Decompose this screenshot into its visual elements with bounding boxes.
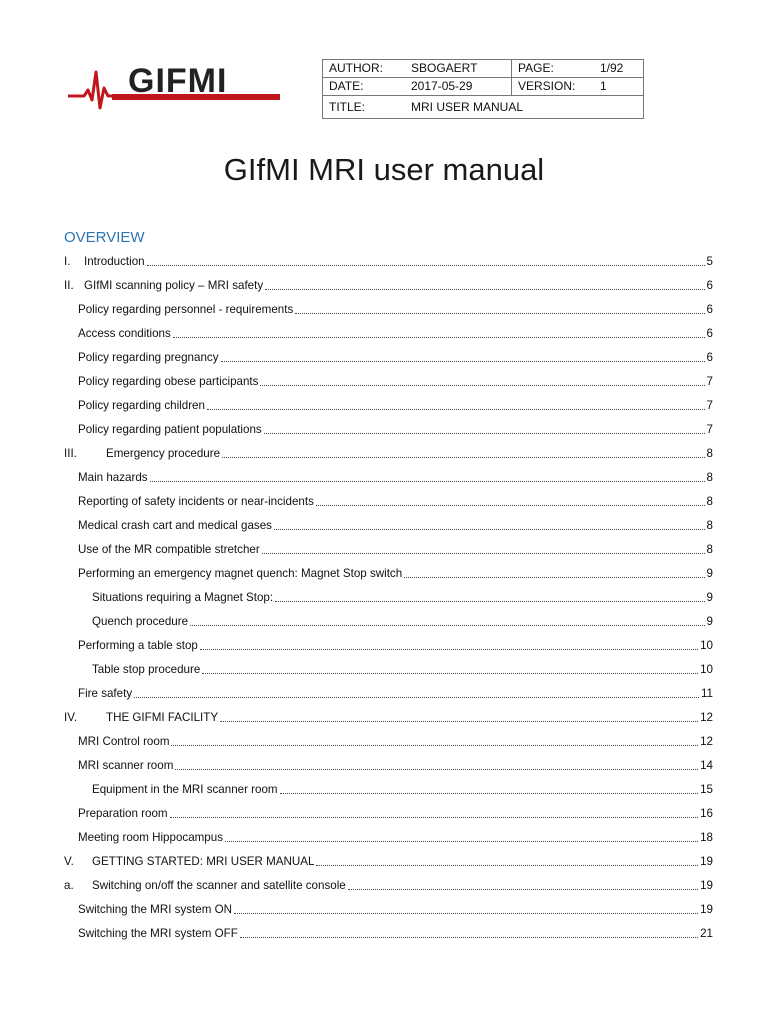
toc-entry-title: Introduction bbox=[84, 254, 145, 268]
toc-entry[interactable] bbox=[64, 273, 713, 297]
toc-entry[interactable] bbox=[64, 321, 713, 345]
toc-entry-page: 8 bbox=[706, 518, 713, 532]
toc-dot-leader bbox=[222, 456, 704, 458]
toc-entry[interactable] bbox=[64, 369, 713, 393]
toc-entry-page: 6 bbox=[706, 302, 713, 316]
toc-entry-page: 14 bbox=[700, 758, 713, 772]
toc-entry-page: 8 bbox=[706, 494, 713, 508]
toc-entry-page: 12 bbox=[700, 710, 713, 724]
toc-entry-page: 15 bbox=[700, 782, 713, 796]
toc-entry-title: GETTING STARTED: MRI USER MANUAL bbox=[92, 854, 315, 868]
toc-dot-leader bbox=[274, 528, 705, 530]
toc-dot-leader bbox=[202, 672, 698, 674]
toc-entry-title: Quench procedure bbox=[92, 614, 189, 628]
toc-entry-title: Policy regarding obese participants bbox=[78, 374, 259, 388]
toc-entry-page: 10 bbox=[700, 662, 713, 676]
toc-dot-leader bbox=[225, 840, 698, 842]
toc-entry-page: 8 bbox=[706, 542, 713, 556]
toc-entry-page: 10 bbox=[700, 638, 713, 652]
toc-entry[interactable] bbox=[64, 417, 713, 441]
toc-entry-page: 19 bbox=[700, 854, 713, 868]
table-of-contents bbox=[64, 249, 713, 945]
toc-entry-title: Fire safety bbox=[78, 686, 133, 700]
toc-entry-page: 7 bbox=[706, 374, 713, 388]
toc-dot-leader bbox=[175, 768, 698, 770]
toc-entry-page: 19 bbox=[700, 878, 713, 892]
toc-entry[interactable] bbox=[64, 585, 713, 609]
toc-entry-page: 7 bbox=[706, 422, 713, 436]
toc-entry-number: III. bbox=[64, 446, 77, 460]
toc-entry-number: I. bbox=[64, 254, 71, 268]
toc-entry-title: MRI Control room bbox=[78, 734, 170, 748]
toc-entry[interactable] bbox=[64, 873, 713, 897]
toc-entry-title: Emergency procedure bbox=[106, 446, 221, 460]
toc-dot-leader bbox=[262, 552, 705, 554]
page-label: PAGE: bbox=[512, 60, 595, 78]
version-label: VERSION: bbox=[512, 78, 595, 96]
toc-entry[interactable] bbox=[64, 561, 713, 585]
toc-dot-leader bbox=[221, 360, 705, 362]
toc-entry-title: Policy regarding patient populations bbox=[78, 422, 262, 436]
toc-entry-title: Reporting of safety incidents or near-incidents bbox=[78, 494, 314, 508]
toc-entry-title: Policy regarding pregnancy bbox=[78, 350, 219, 364]
toc-entry[interactable] bbox=[64, 897, 713, 921]
toc-entry[interactable] bbox=[64, 537, 713, 561]
author-label: AUTHOR: bbox=[323, 60, 406, 78]
toc-dot-leader bbox=[170, 816, 699, 818]
page-value: 1/92 bbox=[594, 60, 644, 78]
toc-entry-title: Use of the MR compatible stretcher bbox=[78, 542, 260, 556]
toc-dot-leader bbox=[207, 408, 705, 410]
toc-entry[interactable] bbox=[64, 825, 713, 849]
toc-entry[interactable] bbox=[64, 513, 713, 537]
toc-dot-leader bbox=[173, 336, 705, 338]
toc-entry-page: 8 bbox=[706, 470, 713, 484]
version-value: 1 bbox=[594, 78, 644, 96]
toc-entry[interactable] bbox=[64, 393, 713, 417]
toc-entry[interactable] bbox=[64, 921, 713, 945]
toc-entry[interactable] bbox=[64, 489, 713, 513]
toc-entry-page: 9 bbox=[706, 590, 713, 604]
toc-entry[interactable] bbox=[64, 345, 713, 369]
toc-dot-leader bbox=[260, 384, 704, 386]
toc-entry-page: 7 bbox=[706, 398, 713, 412]
toc-dot-leader bbox=[150, 480, 705, 482]
toc-dot-leader bbox=[134, 696, 699, 698]
title-value: MRI USER MANUAL bbox=[405, 96, 644, 119]
toc-entry-title: Access conditions bbox=[78, 326, 171, 340]
toc-dot-leader bbox=[348, 888, 698, 890]
toc-entry-title: Table stop procedure bbox=[92, 662, 201, 676]
toc-entry-title: Medical crash cart and medical gases bbox=[78, 518, 272, 532]
toc-entry-title: Equipment in the MRI scanner room bbox=[92, 782, 278, 796]
toc-entry-title: Main hazards bbox=[78, 470, 148, 484]
author-value: SBOGAERT bbox=[405, 60, 512, 78]
toc-dot-leader bbox=[200, 648, 698, 650]
toc-entry[interactable] bbox=[64, 465, 713, 489]
toc-dot-leader bbox=[234, 912, 698, 914]
toc-entry-title: Performing an emergency magnet quench: Magnet Stop switch bbox=[78, 566, 403, 580]
toc-entry[interactable] bbox=[64, 753, 713, 777]
toc-entry-title: Meeting room Hippocampus bbox=[78, 830, 223, 844]
toc-entry-number: V. bbox=[64, 854, 74, 868]
toc-entry-title: Switching the MRI system OFF bbox=[78, 926, 238, 940]
toc-dot-leader bbox=[295, 312, 704, 314]
toc-entry[interactable] bbox=[64, 705, 713, 729]
toc-entry[interactable] bbox=[64, 249, 713, 273]
toc-entry-page: 6 bbox=[706, 278, 713, 292]
toc-entry-title: Policy regarding personnel - requirements bbox=[78, 302, 294, 316]
toc-entry-title: Policy regarding children bbox=[78, 398, 205, 412]
toc-entry-page: 11 bbox=[700, 686, 713, 700]
date-label: DATE: bbox=[323, 78, 406, 96]
toc-entry-title: Performing a table stop bbox=[78, 638, 198, 652]
toc-dot-leader bbox=[220, 720, 698, 722]
toc-entry-page: 21 bbox=[700, 926, 713, 940]
toc-entry-page: 5 bbox=[706, 254, 713, 268]
toc-entry-title: Switching on/off the scanner and satellite console bbox=[92, 878, 346, 892]
toc-entry[interactable] bbox=[64, 609, 713, 633]
toc-entry-page: 19 bbox=[700, 902, 713, 916]
toc-dot-leader bbox=[275, 600, 704, 602]
logo-text: GIFMI bbox=[128, 62, 228, 100]
toc-entry-title: Preparation room bbox=[78, 806, 168, 820]
toc-entry-page: 16 bbox=[700, 806, 713, 820]
toc-entry-page: 12 bbox=[700, 734, 713, 748]
toc-dot-leader bbox=[265, 288, 704, 290]
toc-entry-number: II. bbox=[64, 278, 74, 292]
toc-entry-title: THE GIFMI FACILITY bbox=[106, 710, 219, 724]
toc-entry[interactable] bbox=[64, 633, 713, 657]
toc-entry-title: Switching the MRI system ON bbox=[78, 902, 232, 916]
toc-entry-title: Situations requiring a Magnet Stop: bbox=[92, 590, 274, 604]
gifmi-logo bbox=[66, 58, 284, 114]
toc-dot-leader bbox=[147, 264, 705, 266]
toc-entry-title: GIfMI scanning policy – MRI safety bbox=[84, 278, 264, 292]
title-label: TITLE: bbox=[323, 96, 406, 119]
toc-dot-leader bbox=[280, 792, 699, 794]
overview-heading: OVERVIEW bbox=[64, 229, 145, 246]
document-title: GIfMI MRI user manual bbox=[223, 152, 545, 187]
toc-entry-page: 9 bbox=[706, 614, 713, 628]
document-meta-table bbox=[322, 59, 644, 119]
toc-entry-page: 8 bbox=[706, 446, 713, 460]
toc-dot-leader bbox=[171, 744, 698, 746]
toc-entry[interactable] bbox=[64, 441, 713, 465]
toc-entry[interactable] bbox=[64, 681, 713, 705]
toc-entry-title: MRI scanner room bbox=[78, 758, 174, 772]
toc-entry-number: a. bbox=[64, 878, 74, 892]
toc-entry[interactable] bbox=[64, 801, 713, 825]
toc-entry-page: 6 bbox=[706, 350, 713, 364]
toc-entry[interactable] bbox=[64, 657, 713, 681]
toc-entry[interactable] bbox=[64, 777, 713, 801]
toc-entry-page: 6 bbox=[706, 326, 713, 340]
toc-dot-leader bbox=[316, 864, 698, 866]
toc-entry[interactable] bbox=[64, 297, 713, 321]
toc-dot-leader bbox=[316, 504, 705, 506]
toc-entry-page: 9 bbox=[706, 566, 713, 580]
toc-entry-page: 18 bbox=[700, 830, 713, 844]
toc-dot-leader bbox=[264, 432, 705, 434]
toc-dot-leader bbox=[404, 576, 704, 578]
toc-entry[interactable] bbox=[64, 849, 713, 873]
toc-entry-number: IV. bbox=[64, 710, 78, 724]
toc-dot-leader bbox=[240, 936, 698, 938]
date-value: 2017-05-29 bbox=[405, 78, 512, 96]
toc-dot-leader bbox=[190, 624, 705, 626]
toc-entry[interactable] bbox=[64, 729, 713, 753]
